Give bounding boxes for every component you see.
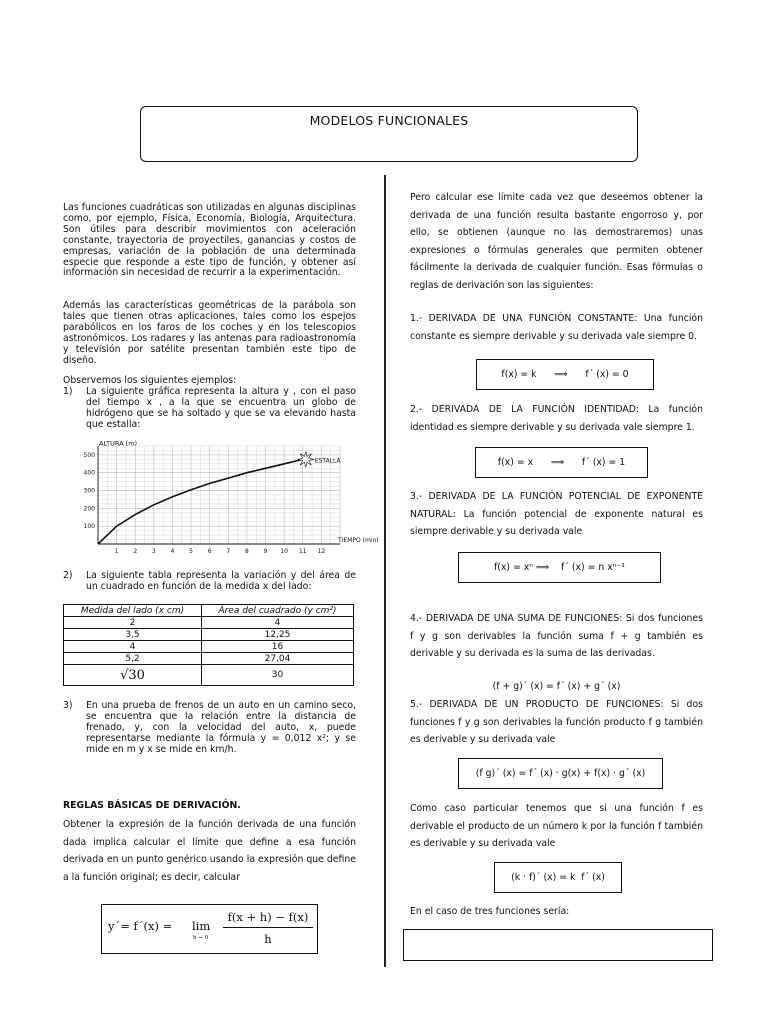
formula-power-box	[458, 552, 661, 583]
formula-lhs: y´= f´(x) =	[108, 919, 173, 933]
chart-x-label: TIEMPO (min)	[338, 537, 379, 544]
column-divider	[384, 175, 386, 967]
x-tick-label: 3	[151, 548, 156, 555]
formula-identity-box	[475, 447, 648, 478]
table-cell: 30	[202, 665, 354, 686]
table-cell: 4	[64, 641, 202, 653]
x-tick-label: 7	[226, 548, 231, 555]
example-3-number: 3)	[63, 700, 73, 711]
formula-numerator: f(x + h) − f(x)	[227, 910, 309, 924]
y-tick-label: 500	[83, 451, 95, 459]
formula-constant-box	[476, 359, 654, 390]
table-row	[64, 653, 354, 665]
table-header-cell: Medida del lado (x cm)	[64, 605, 202, 617]
formula-fraction-bar	[223, 927, 313, 928]
y-tick-label: 300	[83, 487, 95, 495]
altitude-chart	[78, 439, 379, 556]
example-1-text: La siguiente gráfica representa la altura y , con el paso del tiempo x , a la que se encuentra un globo de hidrógeno que se ha soltado y que se va elevando hasta que estalla:	[86, 386, 356, 430]
example-2-number: 2)	[63, 570, 73, 581]
table-cell: 12,25	[202, 629, 354, 641]
table-cell: 16	[202, 641, 354, 653]
rule-constant: 1.- DERIVADA DE UNA FUNCIÓN CONSTANTE: Una función constante es siempre derivable y su derivada vale siempre 0.	[410, 313, 703, 342]
rules-heading: REGLAS BÁSICAS DE DERIVACIÓN.	[63, 800, 241, 811]
limit-formula-box	[101, 904, 318, 954]
formula-constant-product: (k · f)´ (x) = k f´ (x)	[511, 872, 605, 883]
x-tick-label: 10	[280, 548, 288, 555]
empty-formula-box	[403, 929, 713, 961]
example-1	[63, 387, 356, 431]
rule-product: 5.- DERIVADA DE UN PRODUCTO DE FUNCIONES: Si dos funciones f y g son derivables la función producto f g también es derivable y su derivada vale	[410, 699, 703, 745]
formula-sum: (f + g)´ (x) = f´ (x) + g´ (x)	[492, 681, 621, 692]
table-cell: 5,2	[64, 653, 202, 665]
x-tick-label: 4	[170, 548, 175, 555]
chart-y-label: ALTURA (m)	[99, 439, 138, 448]
table-header-cell: Área del cuadrado (y cm²)	[202, 605, 354, 617]
x-tick-label: 12	[317, 548, 326, 555]
example-3-text: En una prueba de frenos de un auto en un camino seco, se encuentra que la relación entre la distancia de frenado, y, con la velocidad del auto, x, puede representarse mediante la fórmula y = 0,012 x²; y se mide en m y x se mide en km/h.	[86, 700, 356, 755]
examples-intro: Observemos los siguientes ejemplos:	[63, 375, 237, 386]
example-1-number: 1)	[63, 386, 73, 397]
x-tick-label: 1	[114, 548, 119, 555]
rule-constant-product: Como caso particular tenemos que si una función f es derivable el producto de un número k por la función f también es derivable y su derivada vale	[410, 803, 703, 849]
table-row	[64, 665, 354, 686]
chart-annotation-estalla: ESTALLA	[314, 457, 341, 465]
table-row	[64, 617, 354, 629]
table-cell: √30	[64, 665, 202, 686]
rule-power: 3.- DERIVADA DE LA FUNCIÓN POTENCIAL DE EXPONENTE NATURAL: La función potencial de exponente natural es siempre derivable y su derivada vale	[410, 491, 703, 537]
burst-icon	[298, 451, 314, 467]
title-box	[140, 106, 638, 162]
page-title: MODELOS FUNCIONALES	[309, 113, 469, 128]
table-cell: 2	[64, 617, 202, 629]
formula-product: (f g)´ (x) = f´ (x) · g(x) + f(x) · g´ (x)	[475, 768, 646, 779]
formula-lim-subscript: h → 0	[193, 935, 209, 941]
formula-power: f(x) = xⁿ ⟹ f´ (x) = n xⁿ⁻¹	[493, 562, 626, 573]
burst-shape	[298, 451, 314, 467]
three-functions-text: En el caso de tres funciones sería:	[410, 906, 570, 917]
example-2-text: La siguiente tabla representa la variación y del área de un cuadrado en función de la medida x del lado:	[86, 570, 356, 592]
table-row	[64, 629, 354, 641]
table-cell: 3,5	[64, 629, 202, 641]
example-3	[63, 701, 356, 757]
rules-intro: Pero calcular ese límite cada vez que deseemos obtener la derivada de una función resulta bastante engorroso y, por ello, se obtienen (aunque no las demostraremos) unas expresiones o fórmulas generales que permiten obtener fácilmente la derivada de cualquier función. Esas fórmulas o reglas de derivación son las siguientes:	[410, 192, 703, 291]
formula-lim: lim	[192, 919, 211, 933]
x-tick-label: 6	[207, 548, 212, 555]
formula-constant: f(x) = k ⟹ f´ (x) = 0	[501, 369, 629, 380]
y-tick-label: 100	[83, 523, 95, 531]
intro-paragraph: Las funciones cuadráticas son utilizadas en algunas disciplinas como, por ejemplo, Física, Economía, Biología, Arquitectura. Son útiles para describir movimientos con aceleración constante, trayectoria de proyectiles, ganancias y costos de empresas, variación de la población de una determinada especie que responde a este tipo de función, y obtener así información sin necesidad de recurrir a la experimentación.	[63, 202, 356, 279]
x-tick-label: 9	[263, 548, 268, 555]
x-tick-label: 8	[245, 548, 249, 555]
rule-sum: 4.- DERIVADA DE UNA SUMA DE FUNCIONES: Si dos funciones f y g son derivables la función suma f + g también es derivable y su derivada es la suma de las derivadas.	[410, 613, 703, 659]
table-cell: 27,04	[202, 653, 354, 665]
table-cell: 4	[202, 617, 354, 629]
table-header-row	[64, 605, 354, 617]
table-row	[64, 641, 354, 653]
formula-denominator: h	[264, 932, 272, 946]
formula-constant-product-box	[494, 862, 622, 893]
example-2	[63, 571, 356, 595]
rules-paragraph: Obtener la expresión de la función derivada de una función dada implica calcular el límite que define a esa función derivada en un punto genérico usando la expresión que define a la función original; es decir, calcular	[63, 819, 356, 883]
area-table	[63, 604, 354, 686]
formula-identity: f(x) = x ⟹ f´ (x) = 1	[497, 457, 626, 468]
formula-product-box	[458, 758, 663, 789]
rule-identity: 2.- DERIVADA DE LA FUNCIÓN IDENTIDAD: La función identidad es siempre derivable y su derivada vale siempre 1.	[410, 404, 703, 433]
x-tick-label: 2	[133, 548, 138, 555]
applications-paragraph: Además las características geométricas de la parábola son tales que tienen otras aplicaciones, tales como los espejos parabólicos en los faros de los coches y en los telescopios astronómicos. Los radares y las antenas para radioastronomía y televisión por satélite presentan también este tipo de diseño.	[63, 300, 356, 366]
x-tick-label: 11	[298, 548, 307, 555]
y-tick-label: 400	[83, 469, 95, 477]
x-tick-label: 5	[189, 548, 193, 555]
y-tick-label: 200	[83, 505, 95, 513]
